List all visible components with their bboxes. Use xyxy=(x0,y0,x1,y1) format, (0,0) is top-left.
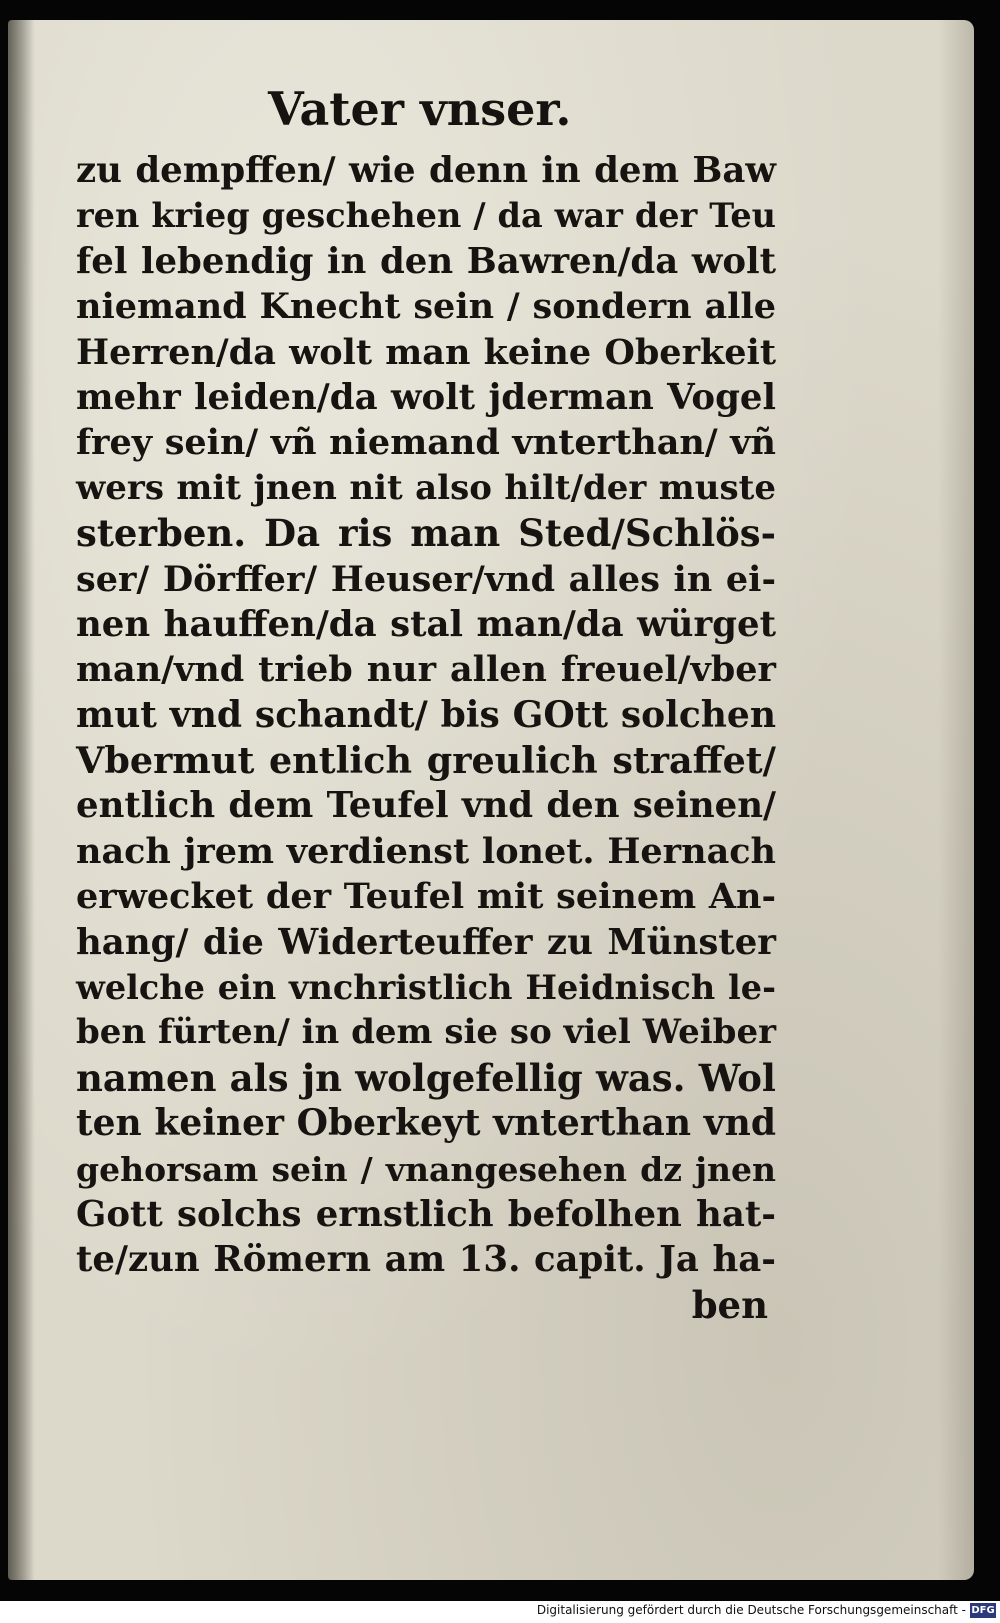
catchword: ben xyxy=(691,1282,768,1327)
text-line: mehr leiden/da wolt jderman Vogel xyxy=(76,376,776,418)
text-line: sterben. Da ris man Sted/Schlös- xyxy=(76,511,776,556)
text-line: fel lebendig in den Bawren/da wolt xyxy=(76,240,776,282)
text-line: wers mit jnen nit also hilt/der muste xyxy=(76,467,776,508)
text-line: welche ein vnchristlich Heidnisch le- xyxy=(76,968,776,1008)
text-line: te/zun Römern am 13. capit. Ja ha- xyxy=(76,1239,776,1281)
text-line: ser/ Dörffer/ Heuser/vnd alles in ei- xyxy=(76,558,776,600)
text-line: zu dempffen/ wie denn in dem Baw xyxy=(76,150,776,191)
digitization-credit: Digitalisierung gefördert durch die Deutsche Forschungsgemeinschaft - xyxy=(536,1603,966,1617)
text-line: Vbermut entlich greulich straffet/ xyxy=(76,739,776,783)
text-line: namen als jn wolgefellig was. Wol xyxy=(76,1055,776,1100)
text-line: ten keiner Oberkeyt vnterthan vnd xyxy=(76,1102,776,1145)
text-line: mut vnd schandt/ bis GOtt solchen xyxy=(76,693,776,736)
text-line: Gott solchs ernstlich befolhen hat- xyxy=(76,1193,776,1235)
text-line: nen hauffen/da stal man/da würget xyxy=(76,603,776,645)
gutter-shadow xyxy=(8,20,34,1580)
text-line: ben fürten/ in dem sie so viel Weiber xyxy=(76,1012,776,1053)
text-line: frey sein/ vñ niemand vnterthan/ vñ xyxy=(76,422,776,464)
text-line: erwecket der Teufel mit seinem An- xyxy=(76,876,776,918)
text-line: gehorsam sein / vnangesehen dz jnen xyxy=(76,1149,776,1189)
text-line: niemand Knecht sein / sondern alle xyxy=(76,286,776,328)
text-line: entlich dem Teufel vnd den seinen/ xyxy=(76,785,776,827)
text-line: hang/ die Widerteuffer zu Münster xyxy=(76,921,776,963)
running-title: Vater vnser. xyxy=(268,82,572,136)
text-line: nach jrem verdienst lonet. Hernach xyxy=(76,830,776,872)
dfg-logo: DFG xyxy=(971,1605,995,1616)
text-block xyxy=(76,148,776,1328)
text-line: ren krieg geschehen / da war der Teu xyxy=(76,196,776,236)
text-line: Herren/da wolt man keine Oberkeit xyxy=(76,331,776,373)
text-line: man/vnd trieb nur allen freuel/vber xyxy=(76,649,776,691)
